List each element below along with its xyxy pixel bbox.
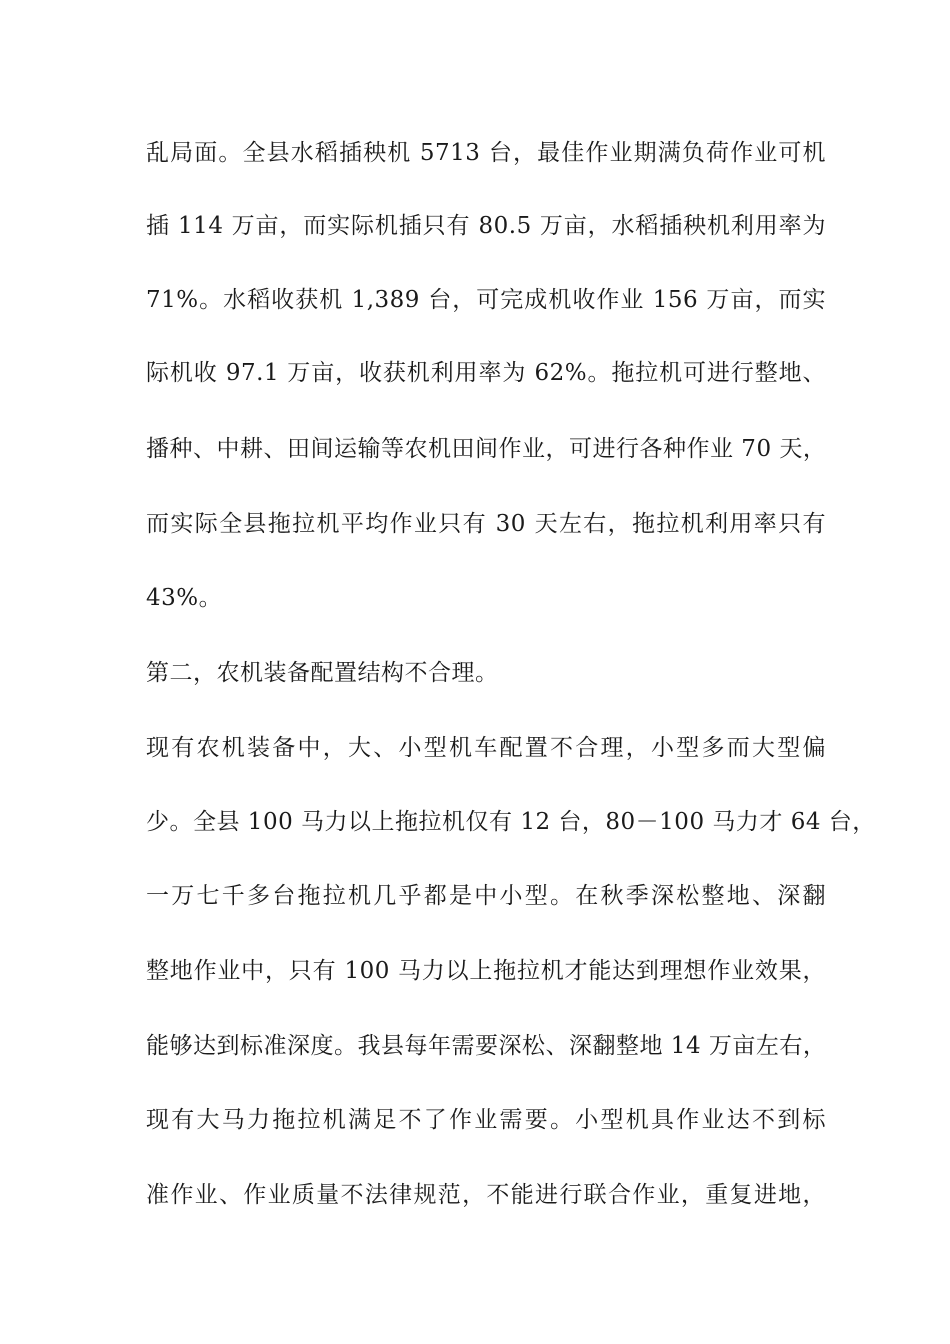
text-line: 插 114 万亩，而实际机插只有 80.5 万亩，水稻插秧机利用率为 — [146, 213, 826, 239]
text-line: 少。全县 100 马力以上拖拉机仅有 12 台，80－100 马力才 64 台， — [146, 809, 876, 835]
text-line: 一万七千多台拖拉机几乎都是中小型。在秋季深松整地、深翻 — [146, 883, 826, 909]
text-line: 43%。 — [146, 585, 223, 611]
text-line: 现有大马力拖拉机满足不了作业需要。小型机具作业达不到标 — [146, 1107, 826, 1133]
text-line: 而实际全县拖拉机平均作业只有 30 天左右，拖拉机利用率只有 — [146, 511, 826, 537]
text-line: 现有农机装备中，大、小型机车配置不合理，小型多而大型偏 — [146, 735, 826, 761]
text-line: 乱局面。全县水稻插秧机 5713 台，最佳作业期满负荷作业可机 — [146, 140, 826, 166]
text-line: 际机收 97.1 万亩，收获机利用率为 62%。拖拉机可进行整地、 — [146, 360, 826, 386]
section-heading: 第二，农机装备配置结构不合理。 — [146, 660, 499, 686]
text-line: 整地作业中，只有 100 马力以上拖拉机才能达到理想作业效果， — [146, 958, 826, 984]
text-line: 准作业、作业质量不法律规范，不能进行联合作业，重复进地， — [146, 1182, 826, 1208]
text-line: 播种、中耕、田间运输等农机田间作业，可进行各种作业 70 天， — [146, 436, 827, 462]
text-line: 71%。水稻收获机 1,389 台，可完成机收作业 156 万亩，而实 — [146, 287, 826, 313]
text-line: 能够达到标准深度。我县每年需要深松、深翻整地 14 万亩左右， — [146, 1033, 827, 1059]
